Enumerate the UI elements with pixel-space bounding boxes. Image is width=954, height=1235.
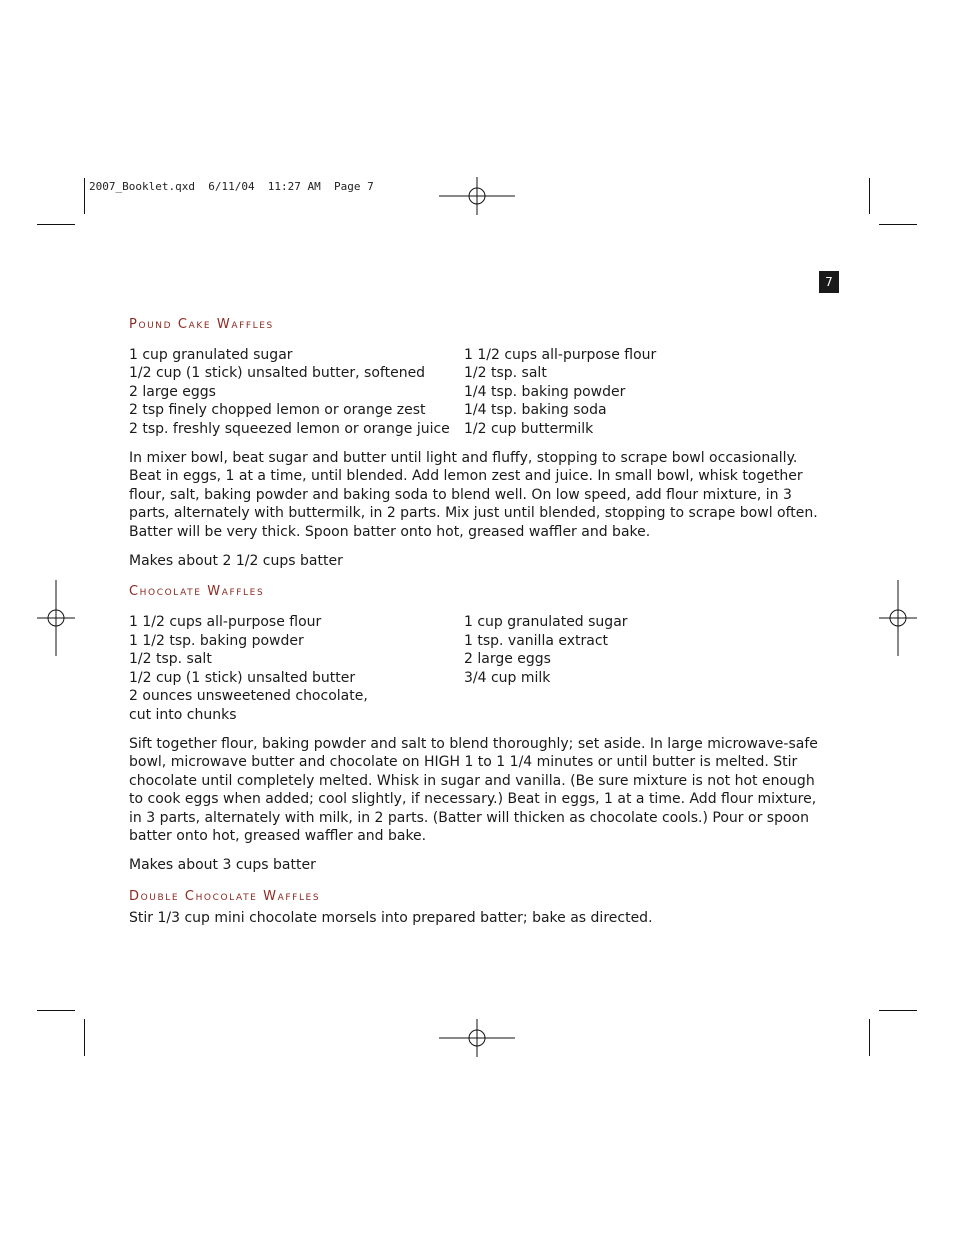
ingredients-right: [464, 346, 824, 438]
ingredient: 1 1/2 cups all-purpose flour: [129, 614, 322, 631]
ingredients-left: [129, 613, 464, 723]
recipe-content: [129, 316, 829, 938]
ingredient: cut into chunks: [129, 706, 237, 723]
ingredient: 1/4 tsp. baking soda: [464, 402, 607, 419]
ingredient: 1/2 tsp. salt: [464, 365, 547, 382]
ingredient: 2 tsp finely chopped lemon or orange zest: [129, 402, 426, 419]
recipe-directions: Stir 1/3 cup mini chocolate morsels into prepared batter; bake as directed.: [129, 909, 653, 926]
ingredient: 1/2 tsp. salt: [129, 651, 212, 668]
registration-mark-icon: [879, 580, 917, 656]
crop-mark: [37, 1010, 75, 1011]
ingredient: 1 1/2 cups all-purpose flour: [464, 347, 657, 363]
registration-mark-icon: [439, 1019, 515, 1057]
recipe-title: Chocolate Waffles: [129, 584, 265, 600]
ingredients-left: [129, 346, 464, 438]
recipe-directions: In mixer bowl, beat sugar and butter until light and fluffy, stopping to scrape bowl occasionally. Beat in eggs, 1 at a time, until blended. Add lemon zest and juice. In small bowl, whisk together flour, salt, baking powder and baking soda to blend well. On low speed, add flour mixture, in 3 parts, alternately with buttermilk, in 2 parts. Mix just until blended, stopping to scrape bowl often. Batter will be very thick. Spoon batter onto hot, greased waffler and bake.: [129, 450, 818, 540]
ingredient: 1/2 cup (1 stick) unsalted butter: [129, 669, 356, 686]
recipe-title: Double Chocolate Waffles: [129, 888, 321, 904]
recipe-yield: Makes about 2 1/2 cups batter: [129, 553, 343, 570]
crop-mark: [84, 1019, 85, 1056]
crop-mark: [869, 1019, 870, 1056]
crop-mark: [879, 1010, 917, 1011]
ingredient: 2 ounces unsweetened chocolate,: [129, 688, 368, 705]
ingredients-right: [464, 613, 824, 723]
ingredient: 1 cup granulated sugar: [129, 347, 293, 363]
registration-mark-icon: [439, 177, 515, 215]
registration-mark-icon: [37, 580, 75, 656]
ingredient: 1/2 cup buttermilk: [464, 420, 594, 437]
recipe-yield: Makes about 3 cups batter: [129, 857, 316, 874]
ingredient: 2 tsp. freshly squeezed lemon or orange juice: [129, 420, 450, 437]
crop-mark: [869, 178, 870, 214]
recipe-title: Pound Cake Waffles: [129, 317, 274, 332]
ingredient: 1 cup granulated sugar: [464, 614, 628, 631]
recipe-directions: Sift together flour, baking powder and salt to blend thoroughly; set aside. In large microwave-safe bowl, microwave butter and chocolate on HIGH 1 to 1 1/4 minutes or until butter is melted. Stir chocolate until completely melted. Whisk in sugar and vanilla. (Be sure mixture is not hot enough to cook eggs when added; cool slightly, if necessary.) Beat in eggs, 1 at a time. Add flour mixture, in 3 parts, alternately with milk, in 2 parts. (Batter will thicken as chocolate cools.) Pour or spoon batter onto hot, greased waffler and bake.: [129, 735, 818, 844]
crop-mark: [879, 224, 917, 225]
crop-mark: [37, 224, 75, 225]
ingredient: 1/4 tsp. baking powder: [464, 383, 626, 400]
ingredient: 1/2 cup (1 stick) unsalted butter, softened: [129, 365, 426, 382]
ingredients: [129, 613, 829, 723]
ingredient: 1 1/2 tsp. baking powder: [129, 632, 304, 649]
file-slug: 2007_Booklet.qxd 6/11/04 11:27 AM Page 7: [89, 180, 374, 193]
ingredient: 2 large eggs: [129, 383, 216, 400]
ingredient: 3/4 cup milk: [464, 669, 551, 686]
crop-mark: [84, 178, 85, 214]
ingredient: 2 large eggs: [464, 651, 551, 668]
page-number: 7: [819, 271, 839, 293]
ingredients: [129, 346, 829, 438]
ingredient: 1 tsp. vanilla extract: [464, 632, 609, 649]
